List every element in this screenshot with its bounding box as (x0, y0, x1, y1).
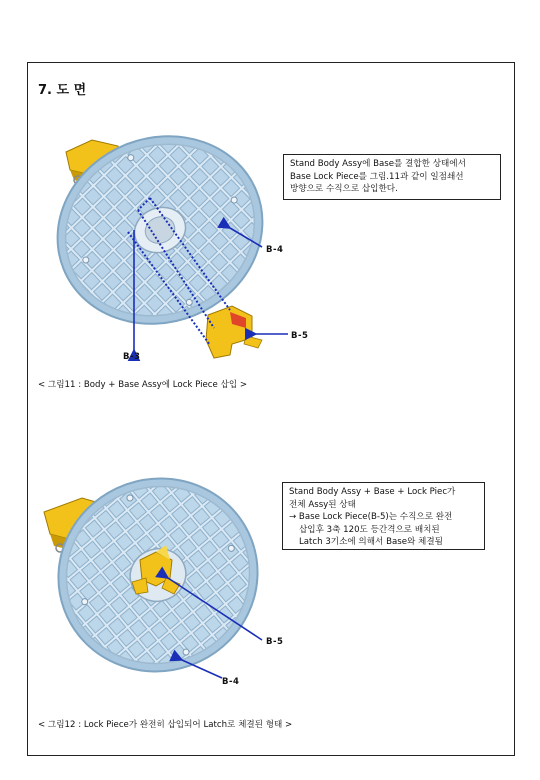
figure2-note-line: 전체 Assy된 상태 (289, 499, 356, 510)
figure2-note (282, 482, 485, 550)
figure1-note-line: Base Lock Piece를 그림.11과 같이 일점쇄선 (290, 171, 464, 182)
figure2-note-line: Stand Body Assy + Base + Lock Piec가 (289, 487, 456, 497)
figure1-note (283, 154, 501, 200)
figure2-note-line: → Base Lock Piece(B-5)는 수직으로 완전 (289, 512, 453, 522)
label-b5-fig1: B-5 (291, 331, 309, 341)
figure2-note-line: 삽입후 3축 120도 등간격으로 배치된 (299, 524, 440, 535)
label-b5-fig2: B-5 (266, 637, 284, 647)
label-b4-fig1: B-4 (266, 245, 284, 255)
label-b4-fig2: B-4 (222, 677, 240, 687)
lock-piece-part (206, 306, 262, 358)
label-b3-fig1: B-3 (123, 352, 141, 362)
figure2-note-line: Latch 3기소에 의해서 Base와 체결됨 (299, 537, 443, 547)
figure1-note-line: Stand Body Assy에 Base를 결합한 상태에서 (290, 159, 466, 169)
figure2-caption: < 그림12 : Lock Piece가 완전히 삽입되어 Latch로 체결된 형태 > (38, 720, 293, 730)
section-title: 7. 도 면 (38, 83, 87, 98)
figure1-note-line: 방향으로 수직으로 삽입한다. (290, 184, 398, 194)
figure1-caption: < 그림11 : Body + Base Assy에 Lock Piece 삽입 > (38, 380, 248, 390)
